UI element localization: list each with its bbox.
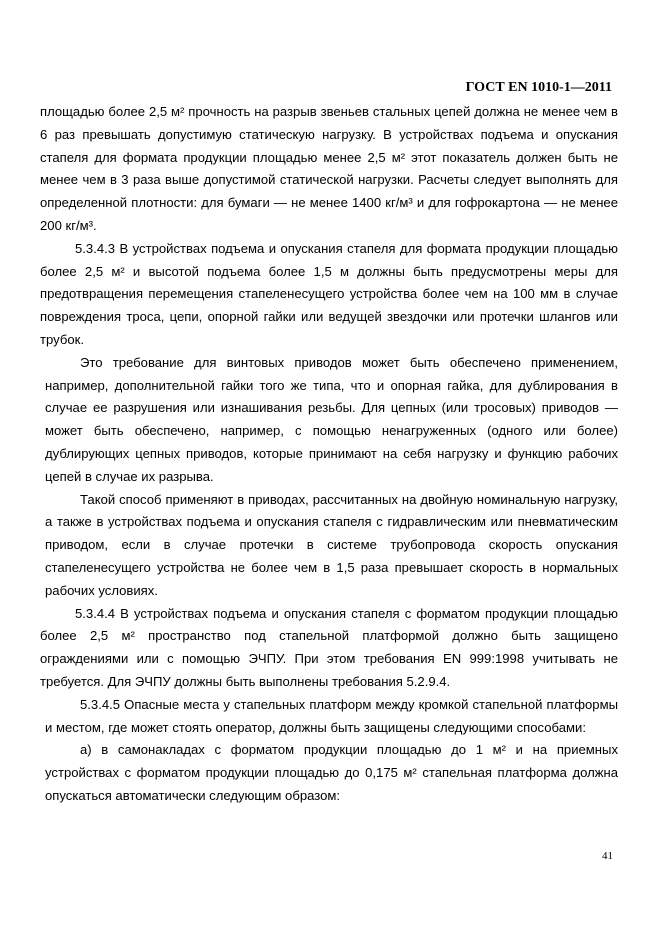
- standard-header: ГОСТ EN 1010-1—2011: [465, 80, 612, 95]
- paragraph-5-3-4-4: 5.3.4.4 В устройствах подъема и опускания стапеля с форматом продукции площадью более 2,5 м² пространство под стапельной платформой должно быть защищено ограждениями или с помощью ЭЧПУ. При этом требования EN 999:1998 учитывать не требуется. Для ЭЧПУ должны быть выполнены требования 5.2.9.4.: [40, 605, 618, 689]
- page-number: 41: [602, 850, 613, 862]
- paragraph-method: Такой способ применяют в приводах, рассчитанных на двойную номинальную нагрузку, а также в устройствах подъема и опускания стапеля с гидравлическим или пневматическим приводом, если в случае протечки в системе трубопровода скорость опускания стапеленесущего устройства не более чем в 1,5 раза превышает скорость в нормальных рабочих условиях.: [45, 491, 618, 598]
- paragraph-5-3-4-5: 5.3.4.5 Опасные места у стапельных платформ между кромкой стапельной платформы и местом, где может стоять оператор, должны быть защищены следующими способами:: [45, 696, 618, 735]
- list-item-a: а) в самонакладах с форматом продукции площадью до 1 м² и на приемных устройствах с форматом продукции площадью до 0,175 м² стапельная платформа должна опускаться автоматически следующим образом:: [45, 742, 618, 803]
- paragraph-screw-drives: Это требование для винтовых приводов может быть обеспечено применением, например, дополнительной гайки того же типа, что и опорная гайка, для дублирования в случае ее разрушения или изнашивания резьбы. Для цепных (или тросовых) приводов — может быть обеспечено, например, с помощью ненагруженных (одного или более) дублирующих цепных приводов, которые принимают на себя нагрузку и функцию рабочих цепей в случае их разрыва.: [45, 354, 618, 484]
- paragraph-5-3-4-3: 5.3.4.3 В устройствах подъема и опускания стапеля для формата продукции площадью более 2,5 м² и высотой подъема более 1,5 м должны быть предусмотрены меры для предотвращения перемещения стапеленесущего устройства более чем на 100 мм в случае повреждения троса, цепи, опорной гайки или ведущей звездочки или протечки шлангов или трубок.: [40, 240, 618, 347]
- body-text: [40, 101, 618, 808]
- paragraph-continuation: площадью более 2,5 м² прочность на разрыв звеньев стальных цепей должна не менее чем в 6 раз превышать допустимую статическую нагрузку. В устройствах подъема и опускания стапеля для формата продукции площадью менее 2,5 м² этот показатель должен быть не менее чем в 3 раза выше допустимой статической нагрузки. Расчеты следует выполнять для определенной плотности: для бумаги — не менее 1400 кг/м³ и для гофрокартона — не менее 200 кг/м³.: [40, 104, 618, 233]
